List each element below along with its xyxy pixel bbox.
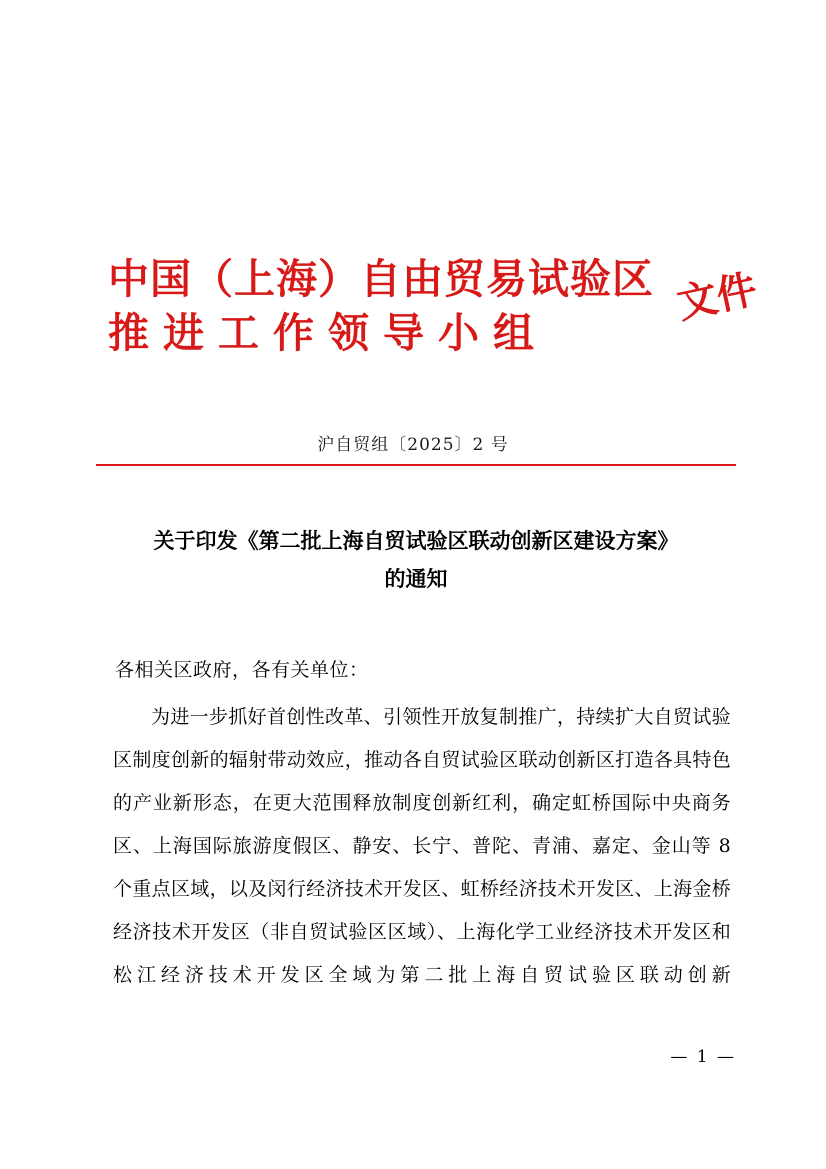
masthead-line-2: 推进工作领导小组 <box>108 309 548 357</box>
body-text <box>113 696 731 997</box>
document-title-line-2: 的通知 <box>384 566 448 591</box>
document-number: 沪自贸组〔2025〕2 号 <box>317 435 509 455</box>
masthead-suffix-wenjian: 文件 <box>673 265 762 328</box>
document-title-line-1: 关于印发《第二批上海自贸试验区联动创新区建设方案》 <box>153 528 679 553</box>
red-divider-rule <box>96 464 736 466</box>
salutation: 各相关区政府，各有关单位： <box>115 659 369 681</box>
page-number: — 1 — <box>670 1047 736 1067</box>
masthead <box>108 252 762 382</box>
body-paragraph-1: 为进一步抓好首创性改革、引领性开放复制推广，持续扩大自贸试验区制度创新的辐射带动效应，推动各自贸试验区联动创新区打造各具特色的产业新形态，在更大范围释放制度创新红利，确定虹桥国际中央商务区、上海国际旅游度假区、静安、长宁、普陀、青浦、嘉定、金山等 8 个重点区域，以及闵行经济技术开发区、虹桥经济技术开发区、上海金桥经济技术开发区（非自贸试验区区域）、上海化学工业经济技术开发区和松江经济技术开发区全域为第二批上海自贸试验区联动创新 <box>113 706 731 986</box>
document-title <box>96 522 736 598</box>
masthead-line-1: 中国（上海）自由贸易试验区 <box>108 255 654 303</box>
